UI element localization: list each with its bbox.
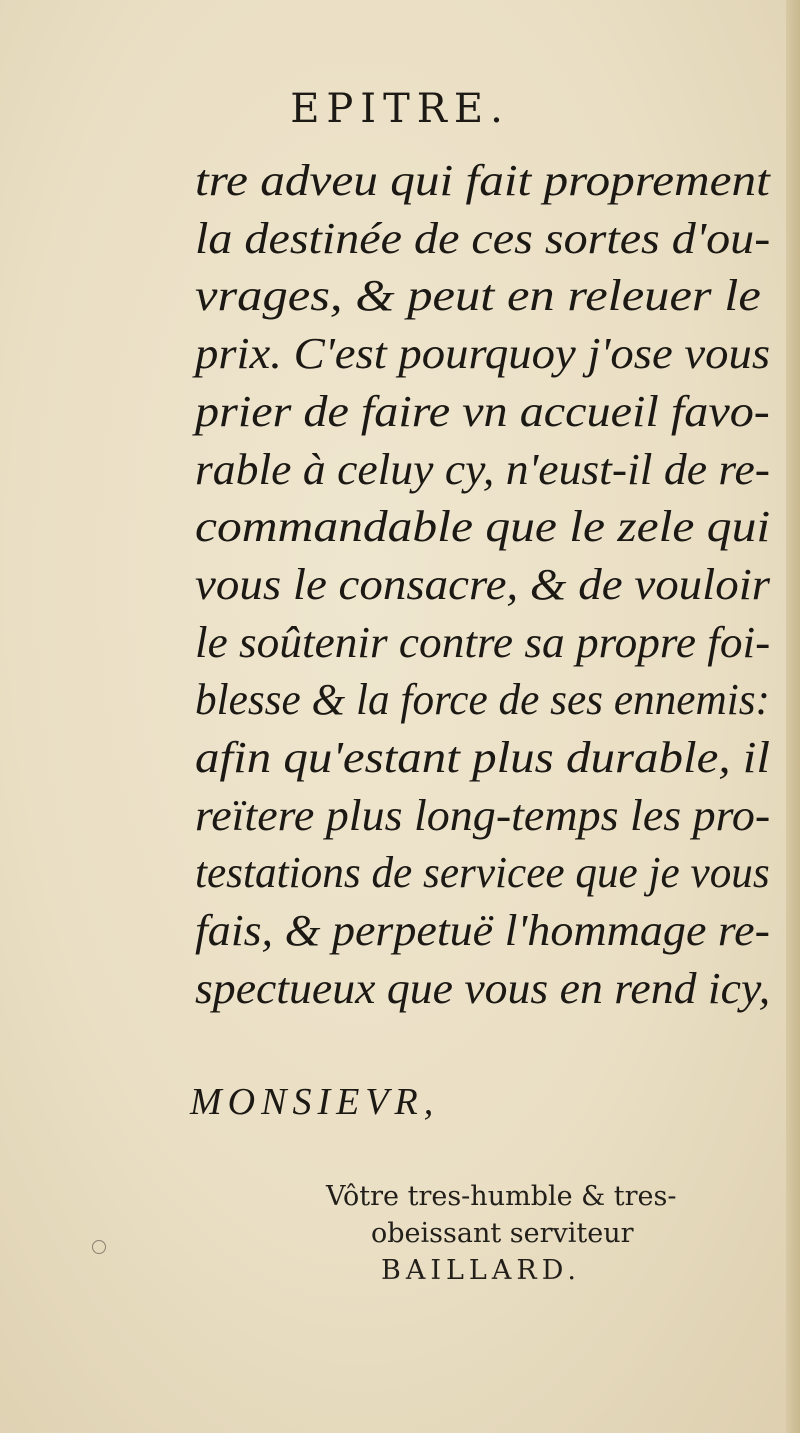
text-line: le soûtenir contre sa propre foi- (195, 617, 771, 667)
text-line: reïtere plus long-temps les pro- (195, 790, 771, 840)
closing-block (0, 1178, 800, 1289)
text-line: rable à celuy cy, n'eust-il de re- (195, 444, 770, 494)
text-line: prier de faire vn accueil favo- (195, 386, 770, 436)
closing-line: Vôtre tres-humble & tres- (326, 1181, 677, 1212)
text-line: spectueux que vous en rend icy, (195, 963, 771, 1013)
running-title: EPITRE. (290, 86, 510, 132)
text-line: commandable que le zele qui (195, 502, 771, 552)
text-line: fais, & perpetuë l'hommage re- (195, 906, 770, 956)
signature: BAILLARD. (381, 1255, 581, 1286)
salutation: MONSIEVR, (190, 1081, 440, 1123)
text-line: afin qu'estant plus durable, il (195, 733, 771, 783)
paper-blemish (92, 1240, 106, 1254)
text-line: testations de servicee que je vous (195, 848, 770, 898)
text-line: prix. C'est pourquoy j'ose vous (195, 329, 771, 379)
closing-line: obeissant serviteur (371, 1218, 634, 1249)
text-line: blesse & la force de ses ennemis: (195, 675, 770, 725)
body-text (195, 152, 771, 1018)
text-line: vous le consacre, & de vouloir (195, 559, 771, 609)
text-line: vrages, & peut en releuer le (195, 271, 761, 321)
text-line: tre adveu qui fait proprement (195, 156, 770, 205)
text-line: la destinée de ces sortes d'ou- (195, 213, 771, 263)
